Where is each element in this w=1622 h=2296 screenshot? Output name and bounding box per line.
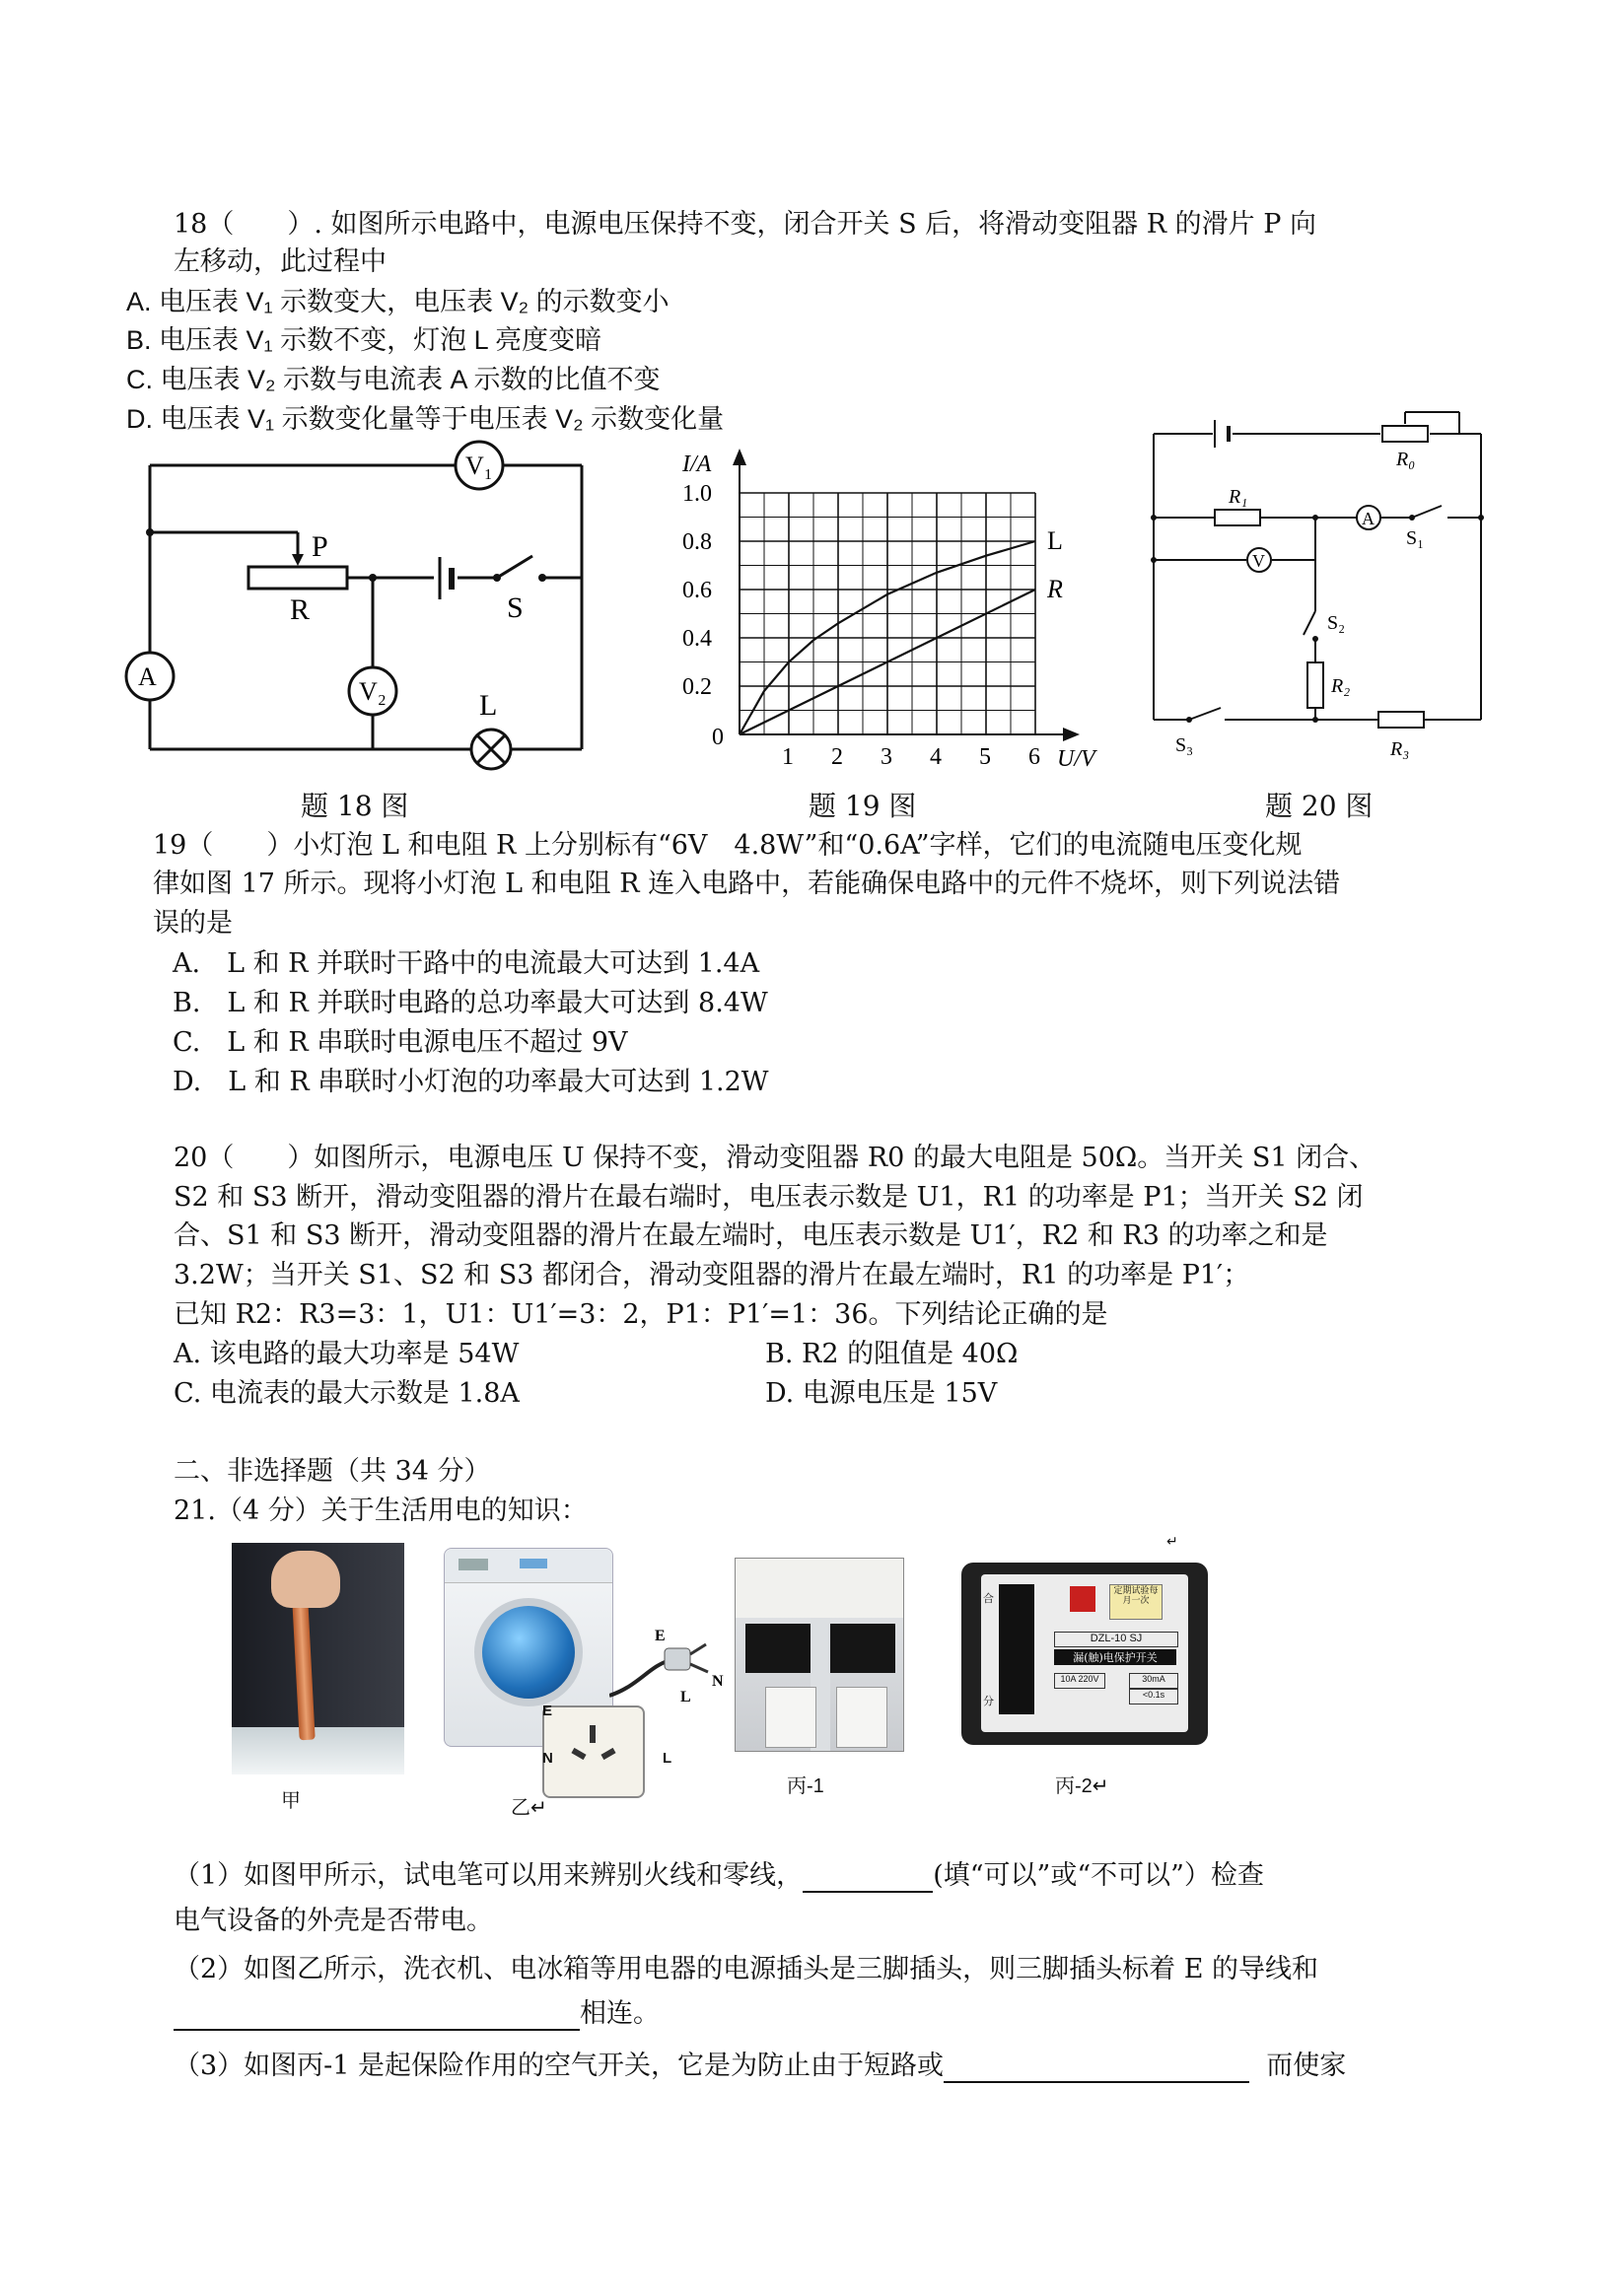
origin-label: 0 (712, 725, 724, 750)
plug-n-label: N (712, 1673, 724, 1690)
x-tick-label: 6 (1028, 744, 1040, 770)
drum-door (474, 1598, 583, 1706)
photo-test-pen (232, 1543, 404, 1774)
fig20-a-label: A (1362, 509, 1375, 528)
q20-line4: 3.2W；当开关 S1、S2 和 S3 都闭合，滑动变阻器的滑片在最左端时，R1 的功率是 P1′； (174, 1260, 1250, 1290)
q18-stem-line2: 左移动，此过程中 (174, 246, 387, 277)
q21-blank-1[interactable] (803, 1860, 933, 1893)
x-axis-arrow (1063, 728, 1080, 741)
x-tick-label: 2 (831, 744, 843, 770)
q19-option-d: D. L 和 R 串联时小灯泡的功率最大可达到 1.2W (173, 1067, 769, 1097)
q20-option-c: C. 电流表的最大示数是 1.8A (174, 1378, 520, 1409)
q19-stem-line2: 律如图 17 所示。现将小灯泡 L 和电阻 R 连入电路中，若能确保电路中的元件不烧坏，则下列说法错 (153, 869, 1341, 899)
q21-blank-3[interactable] (944, 2051, 1249, 2083)
y-tick-label: 0.2 (682, 674, 712, 700)
series-label-L: L (1047, 526, 1063, 555)
spec-rating: 10A 220V (1054, 1673, 1105, 1689)
fig18-r-label: R (290, 593, 311, 626)
y-axis-label: I/A (682, 452, 712, 477)
q20-option-a: A. 该电路的最大功率是 54W (174, 1339, 520, 1369)
photo-bing1-caption: 丙-1 (787, 1775, 824, 1797)
x-tick-label: 3 (881, 744, 892, 770)
product-name: 漏(触)电保护开关 (1054, 1649, 1176, 1665)
fig19-chart (641, 449, 1114, 774)
spec-current: 30mA (1129, 1673, 1178, 1689)
q21-p3-text-a: （3）如图丙-1 是起保险作用的空气开关，它是为防止由于短路或 (174, 2051, 945, 2081)
y-tick-label: 1.0 (682, 481, 712, 507)
q20-option-b: B. R2 的阻值是 40Ω (765, 1339, 1019, 1369)
fig18-s-label: S (507, 591, 524, 624)
socket-l-label: L (663, 1750, 672, 1767)
q21-blank-2[interactable] (174, 1998, 580, 2031)
fig20-s2-label: S₂ (1327, 612, 1346, 634)
fig20-circuit (1134, 404, 1499, 769)
socket (542, 1705, 645, 1798)
side-label-on: 合 (983, 1592, 994, 1605)
q21-p2-text-a: （2）如图乙所示，洗衣机、电冰箱等用电器的电源插头是三脚插头，则三脚插头标着 E 的导线和 (174, 1954, 1319, 1984)
fig20-v-label: V (1252, 551, 1265, 571)
brand-logo (1070, 1586, 1095, 1612)
fig20-r1-label: R₁ (1229, 486, 1248, 508)
q18-option-d: D. 电压表 V₁ 示数变化量等于电压表 V₂ 示数变化量 (126, 404, 725, 434)
q20-line1: 20（ ）如图所示，电源电压 U 保持不变，滑动变阻器 R0 的最大电阻是 50Ω。当开关 S1 闭合、 (174, 1143, 1376, 1173)
fig18-l-label: L (479, 689, 498, 722)
test-button: 定期试验每月一次 (1109, 1584, 1163, 1620)
q21-part2-line2 (174, 1991, 660, 2031)
fig20-r3-label: R₃ (1390, 738, 1410, 760)
q21-p1-text-c: 电气设备的外壳是否带电。 (174, 1906, 493, 1936)
side-label-off: 分 (983, 1695, 994, 1707)
q21-p1-text-a: （1）如图甲所示，试电笔可以用来辨别火线和零线， (174, 1860, 804, 1891)
photo-leakage-protector (961, 1563, 1208, 1745)
q19-stem-line3: 误的是 (153, 908, 233, 939)
fig18-v1-label: V₁ (465, 452, 493, 480)
q19-stem-line1: 19（ ）小灯泡 L 和电阻 R 上分别标有“6V 4.8W”和“0.6A”字样，它们的电流随电压变化规 (153, 830, 1303, 861)
x-tick-label: 5 (979, 744, 991, 770)
y-axis-arrow (733, 449, 746, 465)
fig20-caption: 题 20 图 (1265, 790, 1374, 822)
return-mark: ↵ (1166, 1533, 1178, 1549)
fig18-a-label: A (138, 662, 157, 691)
section2-heading: 二、非选择题（共 34 分） (174, 1456, 491, 1487)
photo-bing2-caption: 丙-2↵ (1055, 1775, 1109, 1797)
q21-part3-line1 (174, 2044, 1346, 2083)
x-tick-label: 1 (782, 744, 794, 770)
hand (271, 1551, 340, 1608)
x-axis-label: U/V (1057, 746, 1095, 772)
y-tick-label: 0.6 (682, 578, 712, 603)
photo-air-breaker (735, 1558, 904, 1752)
q20-line3: 合、S1 和 S3 断开，滑动变阻器的滑片在最左端时，电压表示数是 U1′，R2 和 R3 的功率之和是 (174, 1220, 1328, 1251)
fig18-v2-label: V₂ (359, 677, 387, 706)
q21-p2-text-b: 相连。 (580, 1998, 660, 2029)
q21-p1-text-b: (填“可以”或“不可以”）检查 (933, 1860, 1264, 1891)
fig18-p-label: P (312, 530, 328, 563)
q19-option-c: C. L 和 R 串联时电源电压不超过 9V (173, 1027, 628, 1058)
fig20-r2-label: R₂ (1331, 675, 1351, 697)
fig19-caption: 题 19 图 (809, 790, 917, 822)
q21-p3-text-b: 而使家 (1266, 2051, 1347, 2081)
q21-part1-line1 (174, 1853, 1264, 1893)
q20-line5: 已知 R2：R3=3：1，U1：U1′=3：2，P1：P1′=1：36。下列结论正确的是 (174, 1299, 1108, 1330)
socket-e-label: E (542, 1703, 553, 1719)
fig20-r0-label: R₀ (1396, 449, 1416, 470)
photo-jia-caption: 甲 (281, 1790, 301, 1812)
plug-e-label: E (655, 1628, 666, 1644)
fig20-s3-label: S₃ (1175, 734, 1194, 756)
fig20-s1-label: S₁ (1406, 527, 1425, 549)
q19-option-b: B. L 和 R 并联时电路的总功率最大可达到 8.4W (173, 988, 768, 1018)
y-tick-label: 0.8 (682, 529, 712, 555)
q18-option-b: B. 电压表 V₁ 示数不变，灯泡 L 亮度变暗 (126, 325, 602, 355)
plug-l-label: L (680, 1689, 691, 1705)
y-tick-label: 0.4 (682, 626, 712, 652)
q18-option-a: A. 电压表 V₁ 示数变大，电压表 V₂ 的示数变小 (126, 287, 670, 316)
model-label: DZL-10 SJ (1054, 1632, 1178, 1647)
photo-yi-caption: 乙↵ (511, 1797, 547, 1819)
q20-option-d: D. 电源电压是 15V (765, 1378, 998, 1409)
series-label-R: R (1047, 575, 1063, 603)
q20-line2: S2 和 S3 断开，滑动变阻器的滑片在最右端时，电压表示数是 U1，R1 的功率是 P1；当开关 S2 闭 (174, 1182, 1364, 1213)
fig18-circuit (118, 434, 611, 789)
spec-time: <0.1s (1129, 1689, 1178, 1705)
socket-n-label: N (542, 1750, 553, 1767)
fig18-caption: 题 18 图 (301, 790, 409, 822)
q19-option-a: A. L 和 R 并联时干路中的电流最大可达到 1.4A (173, 948, 760, 979)
q18-option-c: C. 电压表 V₂ 示数与电流表 A 示数的比值不变 (126, 365, 661, 394)
x-tick-label: 4 (930, 744, 942, 770)
q18-stem-line1: 18（ ）. 如图所示电路中，电源电压保持不变，闭合开关 S 后，将滑动变阻器 R 的滑片 P 向 (174, 209, 1317, 240)
q21-title: 21.（4 分）关于生活用电的知识： (174, 1496, 588, 1526)
